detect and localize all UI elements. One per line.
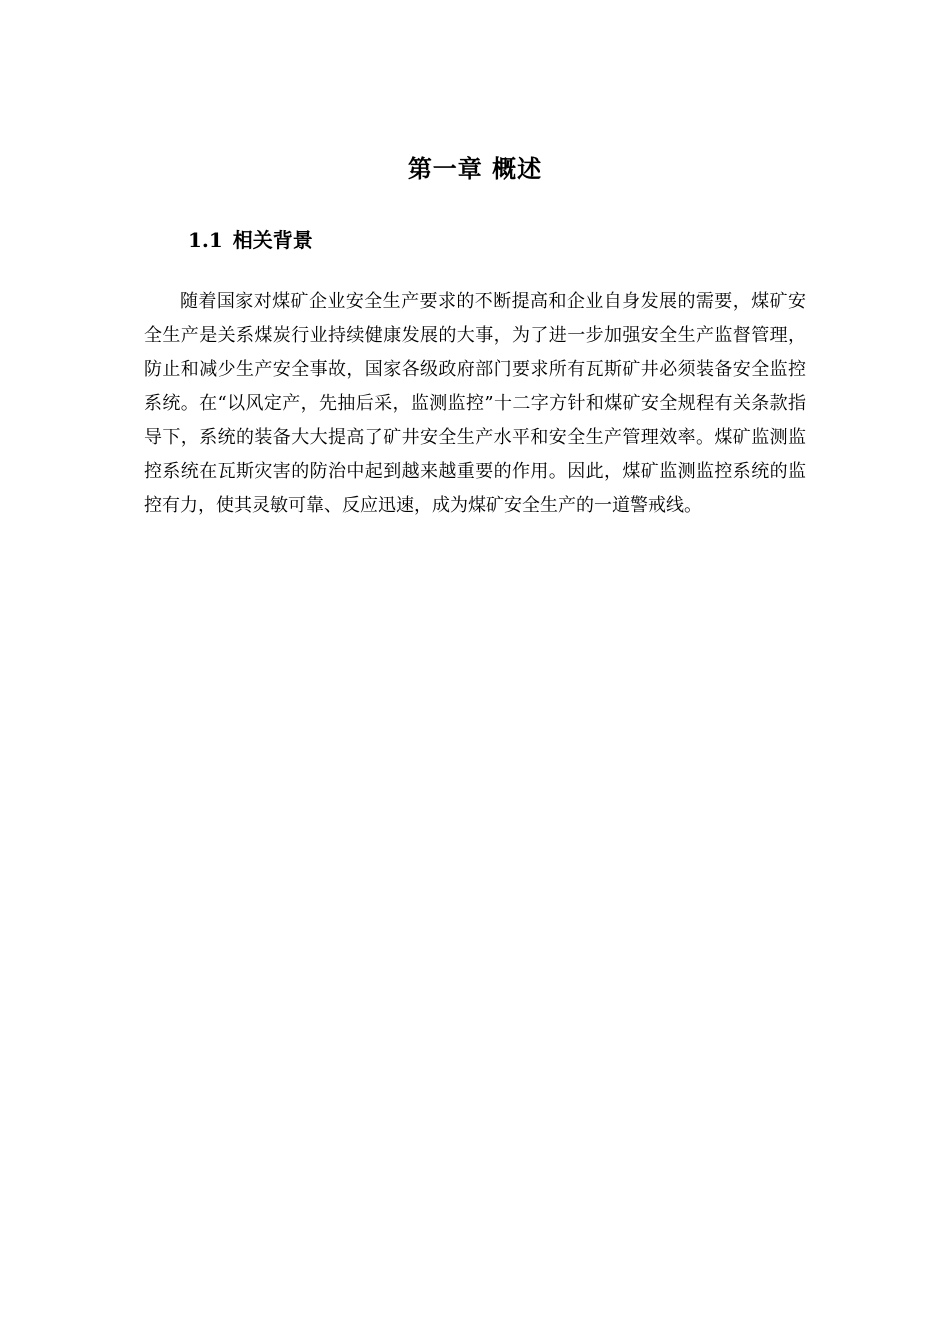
chapter-title: 第一章 概述 (407, 154, 543, 183)
section-title: 相关背景 (232, 228, 313, 252)
section-heading (188, 225, 313, 255)
section-number: 1.1 (188, 228, 223, 252)
body-paragraph: 随着国家对煤矿企业安全生产要求的不断提高和企业自身发展的需要，煤矿安全生产是关系煤炭行业持续健康发展的大事，为了进一步加强安全生产监督管理，防止和减少生产安全事故，国家各级政府部门要求所有瓦斯矿井必须装备安全监控系统。在“以风定产，先抽后采，监测监控”十二字方针和煤矿安全规程有关条款指导下，系统的装备大大提高了矿井安全生产水平和安全生产管理效率。煤矿监测监控系统在瓦斯灾害的防治中起到越来越重要的作用。因此，煤矿监测监控系统的监控有力，使其灵敏可靠、反应迅速，成为煤矿安全生产的一道警戒线。 (144, 291, 806, 516)
